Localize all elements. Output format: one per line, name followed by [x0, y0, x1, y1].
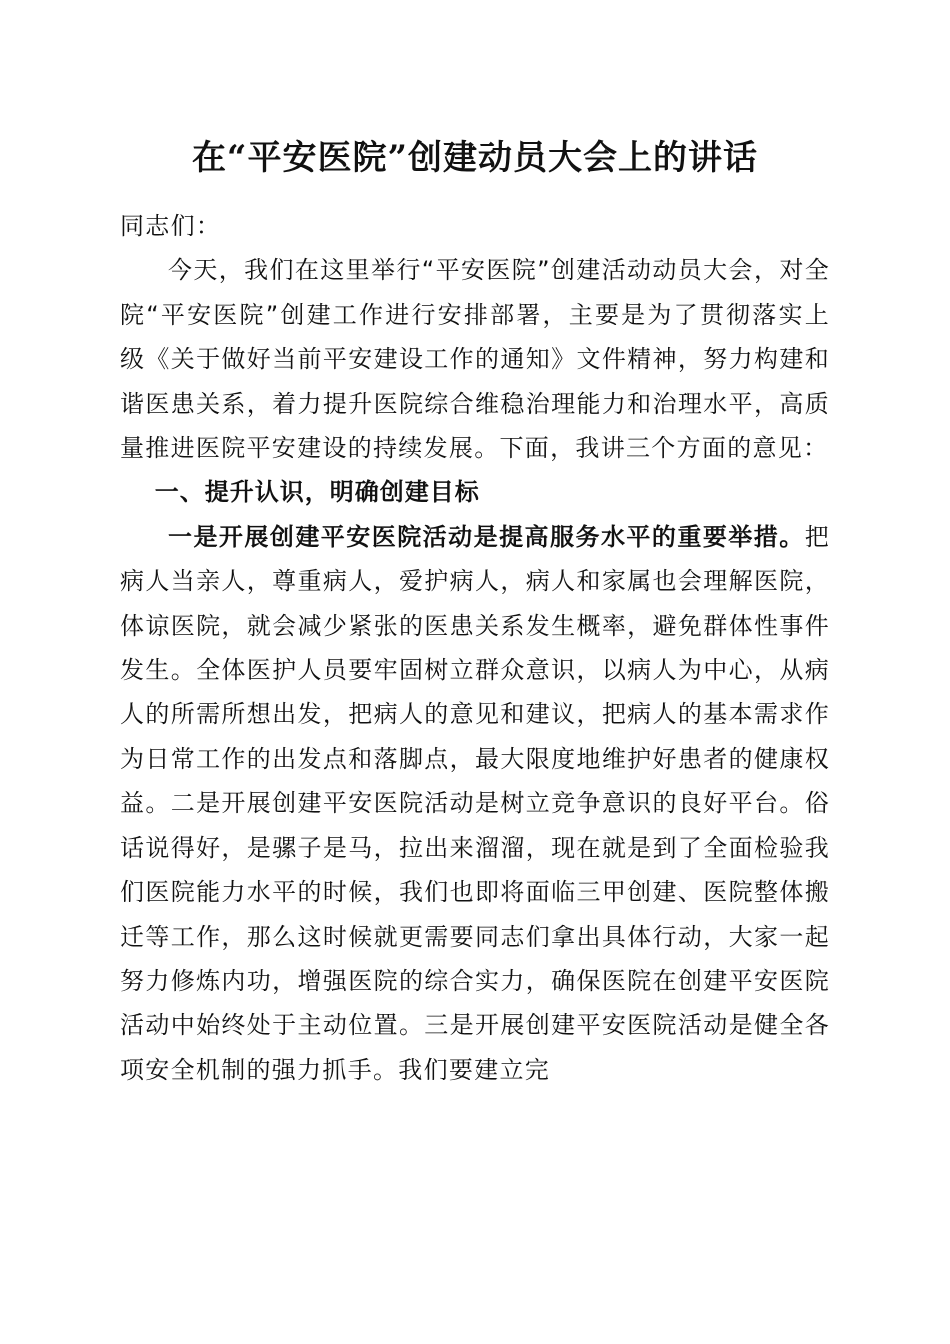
section-heading-1: 一、提升认识，明确创建目标 [154, 478, 480, 507]
salutation: 同志们： [120, 212, 222, 240]
document-title: 在“平安医院”创建动员大会上的讲话 [191, 138, 759, 178]
document-body [120, 204, 830, 1092]
section-1-lead: 一是开展创建平安医院活动是提高服务水平的重要举措。 [168, 522, 805, 551]
section-1-paragraph [120, 515, 830, 1092]
intro-paragraph: 今天，我们在这里举行“平安医院”创建活动动员大会，对全院“平安医院”创建工作进行安排部署，主要是为了贯彻落实上级《关于做好当前平安建设工作的通知》文件精神，努力构建和谐医患关系，着力提升医院综合维稳治理能力和治理水平，高质量推进医院平安建设的持续发展。下面，我讲三个方面的意见： [120, 256, 830, 463]
section-1-body: 把病人当亲人，尊重病人，爱护病人，病人和家属也会理解医院，体谅医院，就会减少紧张的医患关系发生概率，避免群体性事件发生。全体医护人员要牢固树立群众意识，以病人为中心，从病人的所需所想出发，把病人的意见和建议，把病人的基本需求作为日常工作的出发点和落脚点，最大限度地维护好患者的健康权益。二是开展创建平安医院活动是树立竞争意识的良好平台。俗话说得好，是骡子是马，拉出来溜溜，现在就是到了全面检验我们医院能力水平的时候，我们也即将面临三甲创建、医院整体搬迁等工作，那么这时候就更需要同志们拿出具体行动，大家一起努力修炼内功，增强医院的综合实力，确保医院在创建平安医院活动中始终处于主动位置。三是开展创建平安医院活动是健全各项安全机制的强力抓手。我们要建立完 [120, 522, 830, 1084]
